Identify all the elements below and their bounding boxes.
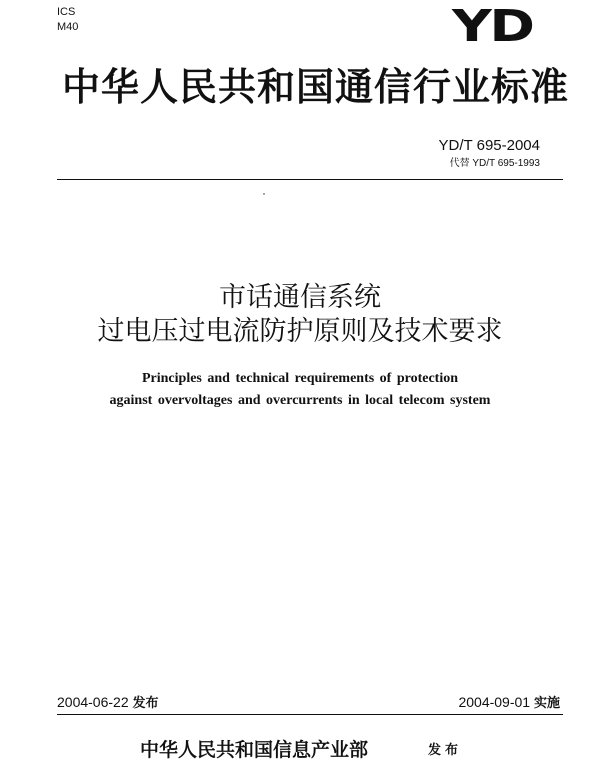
standard-banner: 中华人民共和国通信行业标准 xyxy=(62,65,570,109)
implement-date: 2004-09-01 xyxy=(458,694,531,710)
issue-date-line xyxy=(57,694,159,712)
title-en-line-2: against overvoltages and overcurrents in local telecom system xyxy=(109,393,491,408)
title-cn-line-1: 市话通信系统 xyxy=(219,282,381,313)
issue-label: 发布 xyxy=(132,696,159,711)
top-divider xyxy=(57,179,563,180)
bottom-divider xyxy=(57,714,563,715)
standard-number: YD/T 695-2004 xyxy=(438,137,540,154)
implement-label: 实施 xyxy=(533,696,560,711)
yd-logo: YD xyxy=(452,1,533,52)
issue-date: 2004-06-22 xyxy=(57,694,129,710)
title-en-line-1: Principles and technical requirements of protection xyxy=(141,371,459,386)
implement-date-line xyxy=(458,694,560,712)
publisher-name: 中华人民共和国信息产业部 xyxy=(140,739,369,761)
replaces-note: 代替 YD/T 695-1993 xyxy=(449,158,540,169)
ccs-code: M40 xyxy=(57,21,79,33)
publish-label: 发布 xyxy=(428,743,463,758)
scan-speck xyxy=(263,193,265,195)
ics-code: ICS xyxy=(57,6,76,18)
title-cn-line-2: 过电压过电流防护原则及技术要求 xyxy=(97,316,503,347)
